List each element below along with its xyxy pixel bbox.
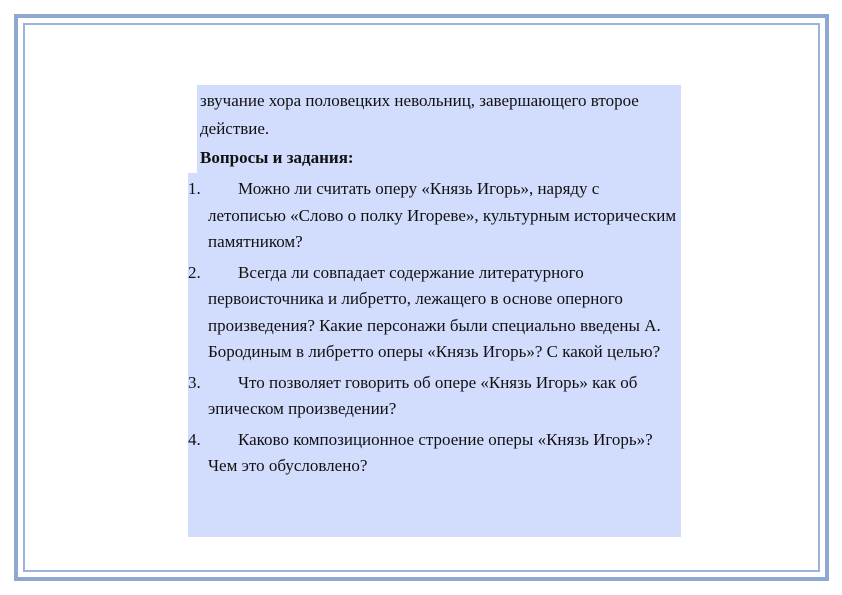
question-number: 2. [188,262,201,282]
question-text: Можно ли считать оперу «Князь Игорь», наряду с летописью «Слово о полку Игореве», культурным историческим памятником? [208,179,677,251]
lead-paragraph: звучание хора половецких невольниц, завершающего второе действие. [197,85,681,145]
question-text: Всегда ли совпадает содержание литературного первоисточника и либретто, лежащего в основе оперного произведения? Какие персонажи были специально введены А. Бородиным в либретто оперы «Князь Игорь»? С какой целью? [208,262,661,361]
question-item [188,370,681,427]
question-number: 1. [188,179,201,198]
question-item [188,427,681,484]
questions-list [188,173,681,537]
question-text: Каково композиционное строение оперы «Князь Игорь»? Чем это обусловлено? [208,429,653,475]
question-number: 4. [188,429,201,449]
question-text: Что позволяет говорить об опере «Князь Игорь» как об эпическом произведении? [208,372,638,418]
question-number: 3. [188,372,201,392]
questions-heading: Вопросы и задания: [197,143,433,173]
question-item [188,260,681,370]
question-item [188,176,681,260]
